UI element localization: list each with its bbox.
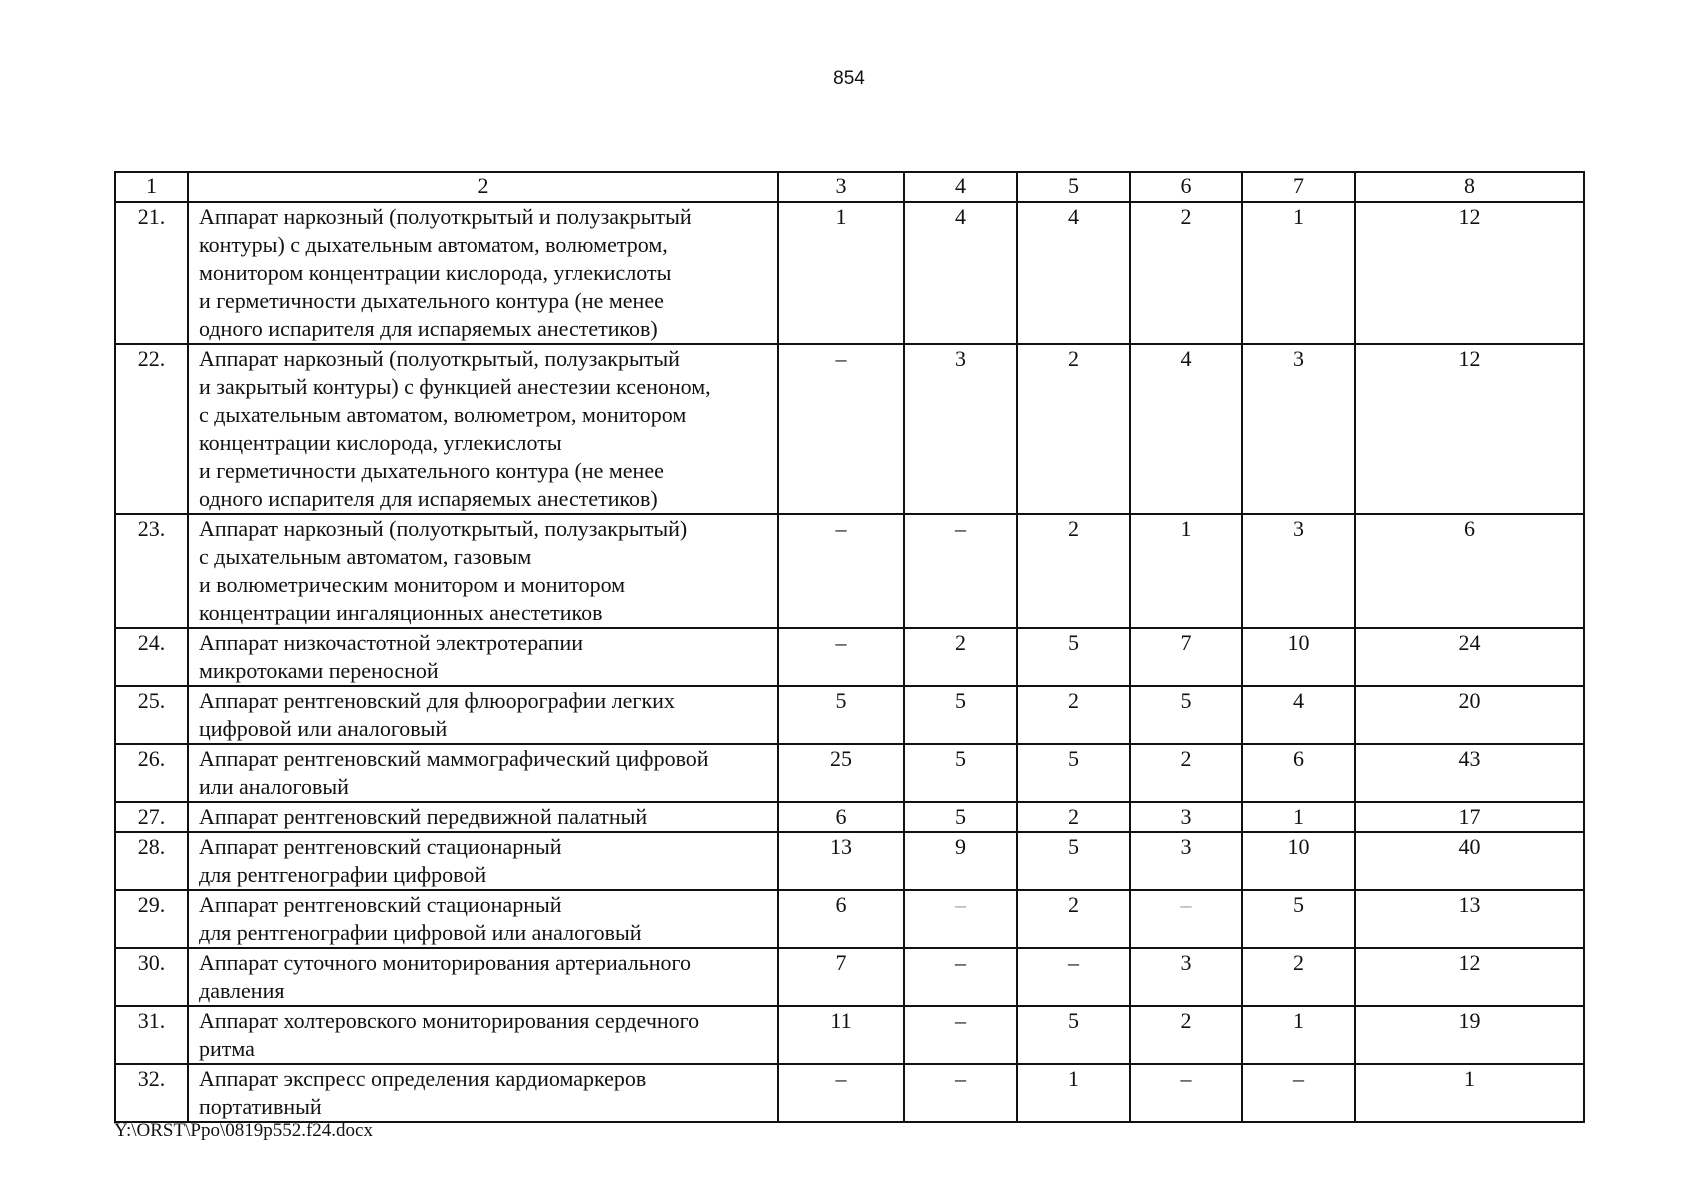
header-cell: 8 bbox=[1355, 172, 1584, 202]
value-cell-col-6: 3 bbox=[1130, 832, 1242, 890]
value-cell-col-5: 2 bbox=[1017, 802, 1130, 832]
header-cell: 2 bbox=[188, 172, 778, 202]
value-cell-col-7: 1 bbox=[1242, 1006, 1355, 1064]
value-cell-col-7: 3 bbox=[1242, 514, 1355, 628]
value-cell-col-3: 1 bbox=[778, 202, 904, 344]
value-cell-col-3: 6 bbox=[778, 890, 904, 948]
table-row bbox=[115, 686, 1584, 744]
table-row bbox=[115, 1006, 1584, 1064]
table-row bbox=[115, 344, 1584, 514]
value-cell-col-4: – bbox=[904, 1064, 1017, 1122]
value-cell-col-7: 4 bbox=[1242, 686, 1355, 744]
equipment-name-line: для рентгенографии цифровой bbox=[199, 862, 487, 887]
value-cell-col-8: 12 bbox=[1355, 948, 1584, 1006]
table-row bbox=[115, 948, 1584, 1006]
value-cell-col-8: 12 bbox=[1355, 202, 1584, 344]
value-cell-col-4: 5 bbox=[904, 744, 1017, 802]
value-cell-col-7: 1 bbox=[1242, 202, 1355, 344]
value-cell-col-4: 3 bbox=[904, 344, 1017, 514]
value-cell-col-4: – bbox=[904, 890, 1017, 948]
row-number: 31. bbox=[115, 1006, 188, 1064]
table-row bbox=[115, 802, 1584, 832]
header-cell: 7 bbox=[1242, 172, 1355, 202]
value-cell-col-6: 2 bbox=[1130, 202, 1242, 344]
value-cell-col-4: 2 bbox=[904, 628, 1017, 686]
row-number: 32. bbox=[115, 1064, 188, 1122]
value-cell-col-7: 10 bbox=[1242, 628, 1355, 686]
equipment-name bbox=[188, 832, 778, 890]
table-row bbox=[115, 628, 1584, 686]
value-cell-col-5: 2 bbox=[1017, 514, 1130, 628]
table-row bbox=[115, 744, 1584, 802]
value-cell-col-7: – bbox=[1242, 1064, 1355, 1122]
value-cell-col-7: 5 bbox=[1242, 890, 1355, 948]
equipment-name bbox=[188, 514, 778, 628]
footer-file-path: Y:\ORST\Ppo\0819p552.f24.docx bbox=[114, 1120, 373, 1141]
value-cell-col-8: 43 bbox=[1355, 744, 1584, 802]
equipment-name-line: и закрытый контуры) с функцией анестезии ксеноном, bbox=[199, 374, 711, 399]
equipment-name bbox=[188, 344, 778, 514]
value-cell-col-6: 5 bbox=[1130, 686, 1242, 744]
equipment-name-line: концентрации ингаляционных анестетиков bbox=[199, 600, 603, 625]
row-number: 27. bbox=[115, 802, 188, 832]
value-cell-col-7: 1 bbox=[1242, 802, 1355, 832]
equipment-name-line: и волюметрическим монитором и монитором bbox=[199, 572, 626, 597]
value-cell-col-3: 6 bbox=[778, 802, 904, 832]
equipment-name bbox=[188, 1064, 778, 1122]
value-cell-col-3: 11 bbox=[778, 1006, 904, 1064]
value-cell-col-3: – bbox=[778, 344, 904, 514]
header-cell: 3 bbox=[778, 172, 904, 202]
value-cell-col-4: 9 bbox=[904, 832, 1017, 890]
equipment-name bbox=[188, 744, 778, 802]
value-cell-col-6: 7 bbox=[1130, 628, 1242, 686]
value-cell-col-5: 4 bbox=[1017, 202, 1130, 344]
value-cell-col-6: 1 bbox=[1130, 514, 1242, 628]
value-cell-col-4: – bbox=[904, 948, 1017, 1006]
equipment-name-line: одного испарителя для испаряемых анестетиков) bbox=[199, 486, 658, 511]
value-cell-col-5: 2 bbox=[1017, 686, 1130, 744]
value-cell-col-5: – bbox=[1017, 948, 1130, 1006]
value-cell-col-6: 2 bbox=[1130, 1006, 1242, 1064]
value-cell-col-7: 6 bbox=[1242, 744, 1355, 802]
equipment-name-line: портативный bbox=[199, 1094, 322, 1119]
value-cell-col-6: 2 bbox=[1130, 744, 1242, 802]
value-cell-col-8: 12 bbox=[1355, 344, 1584, 514]
equipment-name-line: давления bbox=[199, 978, 285, 1003]
row-number: 22. bbox=[115, 344, 188, 514]
value-cell-col-8: 40 bbox=[1355, 832, 1584, 890]
value-cell-col-8: 13 bbox=[1355, 890, 1584, 948]
value-cell-col-4: – bbox=[904, 1006, 1017, 1064]
value-cell-col-3: 13 bbox=[778, 832, 904, 890]
value-cell-col-6: 3 bbox=[1130, 802, 1242, 832]
value-cell-col-5: 5 bbox=[1017, 628, 1130, 686]
row-number: 24. bbox=[115, 628, 188, 686]
value-cell-col-8: 17 bbox=[1355, 802, 1584, 832]
table-row bbox=[115, 514, 1584, 628]
value-cell-col-4: 5 bbox=[904, 686, 1017, 744]
equipment-name-line: контуры) с дыхательным автоматом, волюметром, bbox=[199, 232, 668, 257]
equipment-name-line: ритма bbox=[199, 1036, 255, 1061]
equipment-name bbox=[188, 890, 778, 948]
equipment-name-line: Аппарат низкочастотной электротерапии bbox=[199, 630, 583, 655]
table-row bbox=[115, 832, 1584, 890]
table-header-row bbox=[115, 172, 1584, 202]
value-cell-col-5: 2 bbox=[1017, 890, 1130, 948]
value-cell-col-5: 1 bbox=[1017, 1064, 1130, 1122]
equipment-name-line: Аппарат холтеровского мониторирования сердечного bbox=[199, 1008, 700, 1033]
equipment-name-line: цифровой или аналоговый bbox=[199, 716, 448, 741]
equipment-name bbox=[188, 686, 778, 744]
value-cell-col-5: 2 bbox=[1017, 344, 1130, 514]
value-cell-col-4: – bbox=[904, 514, 1017, 628]
header-cell: 1 bbox=[115, 172, 188, 202]
value-cell-col-6: 4 bbox=[1130, 344, 1242, 514]
equipment-name-line: Аппарат экспресс определения кардиомаркеров bbox=[199, 1066, 647, 1091]
value-cell-col-7: 3 bbox=[1242, 344, 1355, 514]
value-cell-col-6: – bbox=[1130, 1064, 1242, 1122]
equipment-name-line: Аппарат суточного мониторирования артериального bbox=[199, 950, 691, 975]
value-cell-col-8: 24 bbox=[1355, 628, 1584, 686]
value-cell-col-3: – bbox=[778, 628, 904, 686]
value-cell-col-8: 19 bbox=[1355, 1006, 1584, 1064]
equipment-name-line: и герметичности дыхательного контура (не менее bbox=[199, 458, 664, 483]
equipment-name bbox=[188, 1006, 778, 1064]
equipment-name-line: Аппарат рентгеновский передвижной палатный bbox=[199, 804, 648, 829]
value-cell-col-8: 20 bbox=[1355, 686, 1584, 744]
table-row bbox=[115, 202, 1584, 344]
equipment-table bbox=[114, 171, 1585, 1123]
equipment-name-line: Аппарат рентгеновский стационарный bbox=[199, 834, 562, 859]
value-cell-col-5: 5 bbox=[1017, 832, 1130, 890]
equipment-name-line: концентрации кислорода, углекислоты bbox=[199, 430, 562, 455]
equipment-name bbox=[188, 948, 778, 1006]
value-cell-col-3: 25 bbox=[778, 744, 904, 802]
header-cell: 6 bbox=[1130, 172, 1242, 202]
value-cell-col-3: 7 bbox=[778, 948, 904, 1006]
row-number: 28. bbox=[115, 832, 188, 890]
row-number: 25. bbox=[115, 686, 188, 744]
equipment-name-line: Аппарат наркозный (полуоткрытый, полузакрытый bbox=[199, 346, 680, 371]
row-number: 29. bbox=[115, 890, 188, 948]
header-cell: 5 bbox=[1017, 172, 1130, 202]
value-cell-col-8: 1 bbox=[1355, 1064, 1584, 1122]
value-cell-col-6: – bbox=[1130, 890, 1242, 948]
equipment-name-line: или аналоговый bbox=[199, 774, 349, 799]
table-row bbox=[115, 1064, 1584, 1122]
value-cell-col-4: 5 bbox=[904, 802, 1017, 832]
equipment-name bbox=[188, 628, 778, 686]
equipment-name bbox=[188, 202, 778, 344]
value-cell-col-3: – bbox=[778, 514, 904, 628]
value-cell-col-3: – bbox=[778, 1064, 904, 1122]
equipment-name-line: Аппарат рентгеновский маммографический цифровой bbox=[199, 746, 709, 771]
equipment-name-line: Аппарат наркозный (полуоткрытый, полузакрытый) bbox=[199, 516, 688, 541]
equipment-name-line: Аппарат наркозный (полуоткрытый и полузакрытый bbox=[199, 204, 692, 229]
equipment-name-line: одного испарителя для испаряемых анестетиков) bbox=[199, 316, 658, 341]
value-cell-col-3: 5 bbox=[778, 686, 904, 744]
page-number: 854 bbox=[833, 68, 865, 89]
equipment-name-line: и герметичности дыхательного контура (не менее bbox=[199, 288, 664, 313]
value-cell-col-5: 5 bbox=[1017, 744, 1130, 802]
equipment-name-line: с дыхательным автоматом, газовым bbox=[199, 544, 532, 569]
row-number: 21. bbox=[115, 202, 188, 344]
value-cell-col-7: 10 bbox=[1242, 832, 1355, 890]
row-number: 30. bbox=[115, 948, 188, 1006]
equipment-name-line: для рентгенографии цифровой или аналоговый bbox=[199, 920, 642, 945]
equipment-name-line: монитором концентрации кислорода, углекислоты bbox=[199, 260, 672, 285]
equipment-name-line: Аппарат рентгеновский стационарный bbox=[199, 892, 562, 917]
header-cell: 4 bbox=[904, 172, 1017, 202]
value-cell-col-8: 6 bbox=[1355, 514, 1584, 628]
value-cell-col-6: 3 bbox=[1130, 948, 1242, 1006]
row-number: 23. bbox=[115, 514, 188, 628]
value-cell-col-5: 5 bbox=[1017, 1006, 1130, 1064]
row-number: 26. bbox=[115, 744, 188, 802]
value-cell-col-4: 4 bbox=[904, 202, 1017, 344]
equipment-name-line: с дыхательным автоматом, волюметром, монитором bbox=[199, 402, 687, 427]
equipment-name bbox=[188, 802, 778, 832]
equipment-name-line: Аппарат рентгеновский для флюорографии легких bbox=[199, 688, 675, 713]
equipment-name-line: микротоками переносной bbox=[199, 658, 439, 683]
value-cell-col-7: 2 bbox=[1242, 948, 1355, 1006]
table-row bbox=[115, 890, 1584, 948]
